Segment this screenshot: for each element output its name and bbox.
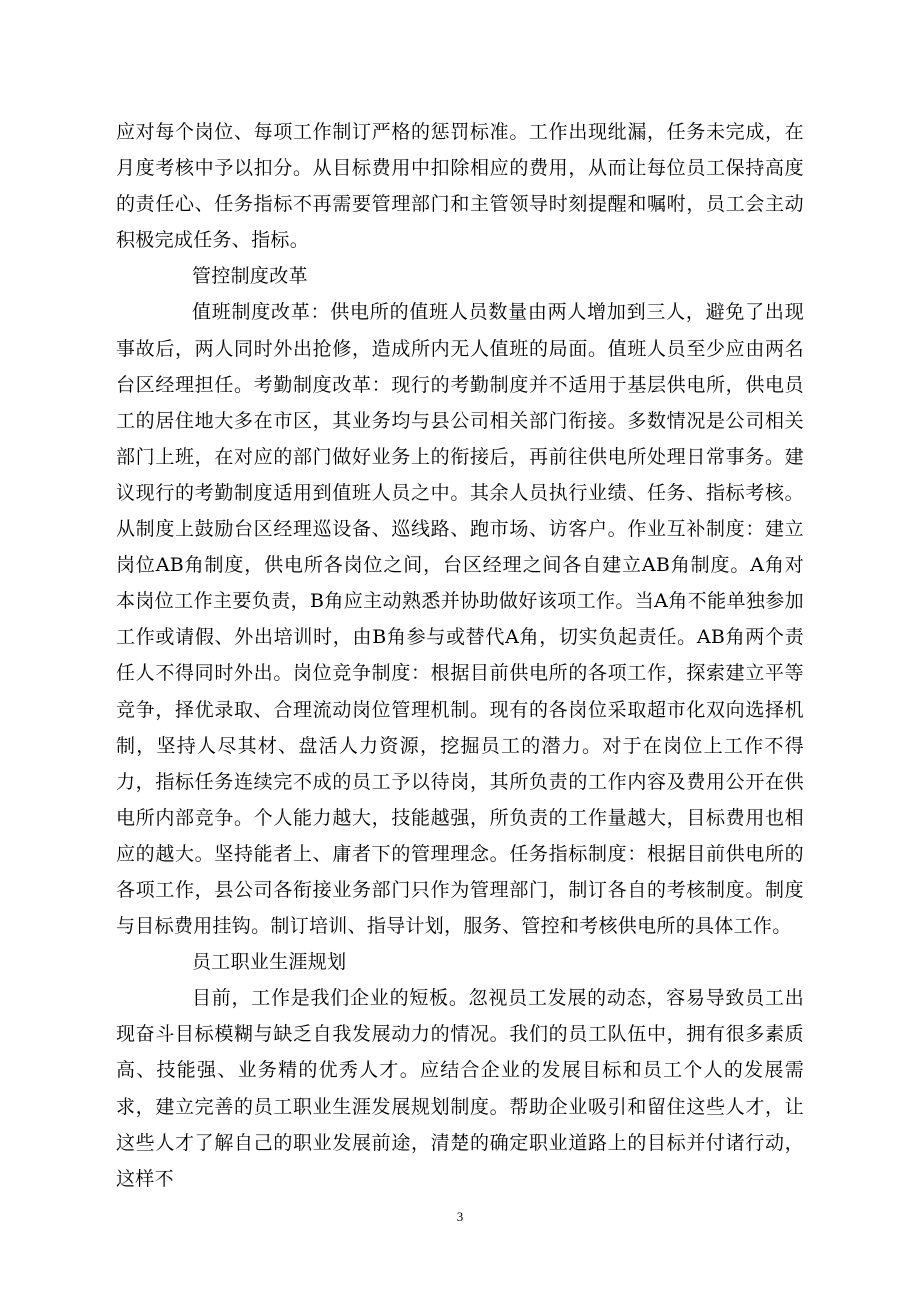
body-paragraph-continuation: 应对每个岗位、每项工作制订严格的惩罚标准。工作出现纰漏，任务未完成，在月度考核中予以扣分。从目标费用中扣除相应的费用，从而让每位员工保持高度的责任心、任务指标不再需要管理部门和主管领导时刻提醒和嘱咐，员工会主动积极完成任务、指标。 [116,121,804,252]
section-heading-career-planning: 员工职业生涯规划 [192,951,347,974]
body-paragraph-career: 目前，工作是我们企业的短板。忽视员工发展的动态，容易导致员工出现奋斗目标模糊与缺乏自我发展动力的情况。我们的员工队伍中，拥有很多素质高、技能强、业务精的优秀人才。应结合企业的发展目标和员工个人的发展需求，建立完善的员工职业生涯发展规划制度。帮助企业吸引和留住这些人才，让这些人才了解自己的职业发展前途，清楚的确定职业道路上的目标并付诸行动，这样不 [116,987,804,1190]
page-content [116,114,804,1197]
page-number: 3 [456,1209,464,1224]
body-paragraph-duty-system: 值班制度改革：供电所的值班人员数量由两人增加到三人，避免了出现事故后，两人同时外出抢修，造成所内无人值班的局面。值班人员至少应由两名台区经理担任。考勤制度改革：现行的考勤制度并不适用于基层供电所，供电员工的居住地大多在市区，其业务均与县公司相关部门衔接。多数情况是公司相关部门上班，在对应的部门做好业务上的衔接后，再前往供电所处理日常事务。建议现行的考勤制度适用到值班人员之中。其余人员执行业绩、任务、指标考核。从制度上鼓励台区经理巡设备、巡线路、跑市场、访客户。作业互补制度：建立岗位AB角制度，供电所各岗位之间，台区经理之间各自建立AB角制度。A角对本岗位工作主要负责，B角应主动熟悉并协助做好该项工作。当A角不能单独参加工作或请假、外出培训时，由B角参与或替代A角，切实负起责任。AB角两个责任人不得同时外出。岗位竞争制度：根据目前供电所的各项工作，探索建立平等竞争，择优录取、合理流动岗位管理机制。现有的各岗位采取超市化双向选择机制，坚持人尽其材、盘活人力资源，挖掘员工的潜力。对于在岗位上工作不得力，指标任务连续完不成的员工予以待岗，其所负责的工作内容及费用公开在供电所内部竞争。个人能力越大，技能越强，所负责的工作量越大，目标费用也相应的越大。坚持能者上、庸者下的管理理念。任务指标制度：根据目前供电所的各项工作，县公司各衔接业务部门只作为管理部门，制订各自的考核制度。制度与目标费用挂钩。制订培训、指导计划，服务、管控和考核供电所的具体工作。 [116,301,804,938]
section-heading-control-reform: 管控制度改革 [192,265,308,288]
